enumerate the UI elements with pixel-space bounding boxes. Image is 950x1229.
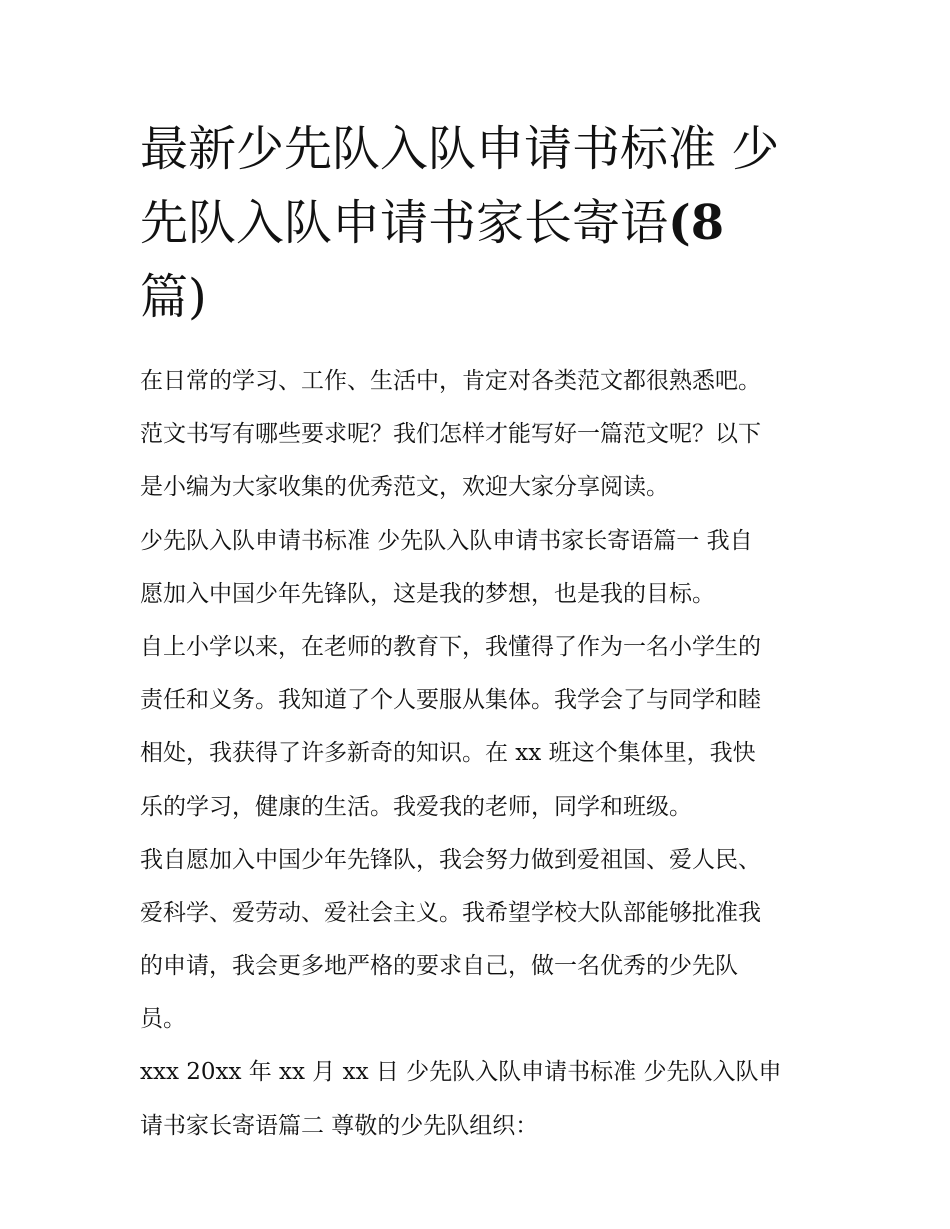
body-line: 责任和义务。我知道了个人要服从集体。我学会了与同学和睦 — [140, 687, 761, 714]
title-line-bold: (8 — [668, 195, 725, 251]
body-line: 范文书写有哪些要求呢？我们怎样才能写好一篇范文呢？以下 — [140, 421, 761, 448]
body-line: 乐的学习，健康的生活。我爱我的老师，同学和班级。 — [140, 793, 692, 820]
body-line: 请书家长寄语篇二 尊敬的少先队组织： — [140, 1112, 539, 1139]
title-line-text: 先队入队申请书家长寄语 — [140, 195, 669, 251]
title-line: 最新少先队入队申请书标准 少 — [140, 121, 780, 177]
body-line: 员。 — [140, 1006, 186, 1033]
body-line: 爱科学、爱劳动、爱社会主义。我希望学校大队部能够批准我 — [140, 899, 761, 926]
body-line: 愿加入中国少年先锋队，这是我的梦想，也是我的目标。 — [140, 580, 715, 607]
body-line: 是小编为大家收集的优秀范文，欢迎大家分享阅读。 — [140, 474, 669, 501]
body-line: 的申请，我会更多地严格的要求自己，做一名优秀的少先队 — [140, 953, 738, 980]
body-line: 相处，我获得了许多新奇的知识。在 xx 班这个集体里，我快 — [140, 740, 756, 767]
body-line: 自上小学以来，在老师的教育下，我懂得了作为一名小学生的 — [140, 633, 761, 660]
body-line: 在日常的学习、工作、生活中，肯定对各类范文都很熟悉吧。 — [140, 368, 761, 394]
body-line: 少先队入队申请书标准 少先队入队申请书家长寄语篇一 我自 — [140, 527, 753, 554]
document-body — [140, 355, 840, 1153]
body-line: xxx 20xx 年 xx 月 xx 日 少先队入队申请书标准 少先队入队申 — [140, 1059, 782, 1086]
title-line — [140, 186, 830, 260]
title-line: 篇) — [140, 269, 207, 325]
document-title — [140, 112, 830, 334]
body-line: 我自愿加入中国少年先锋队，我会努力做到爱祖国、爱人民、 — [140, 846, 761, 873]
